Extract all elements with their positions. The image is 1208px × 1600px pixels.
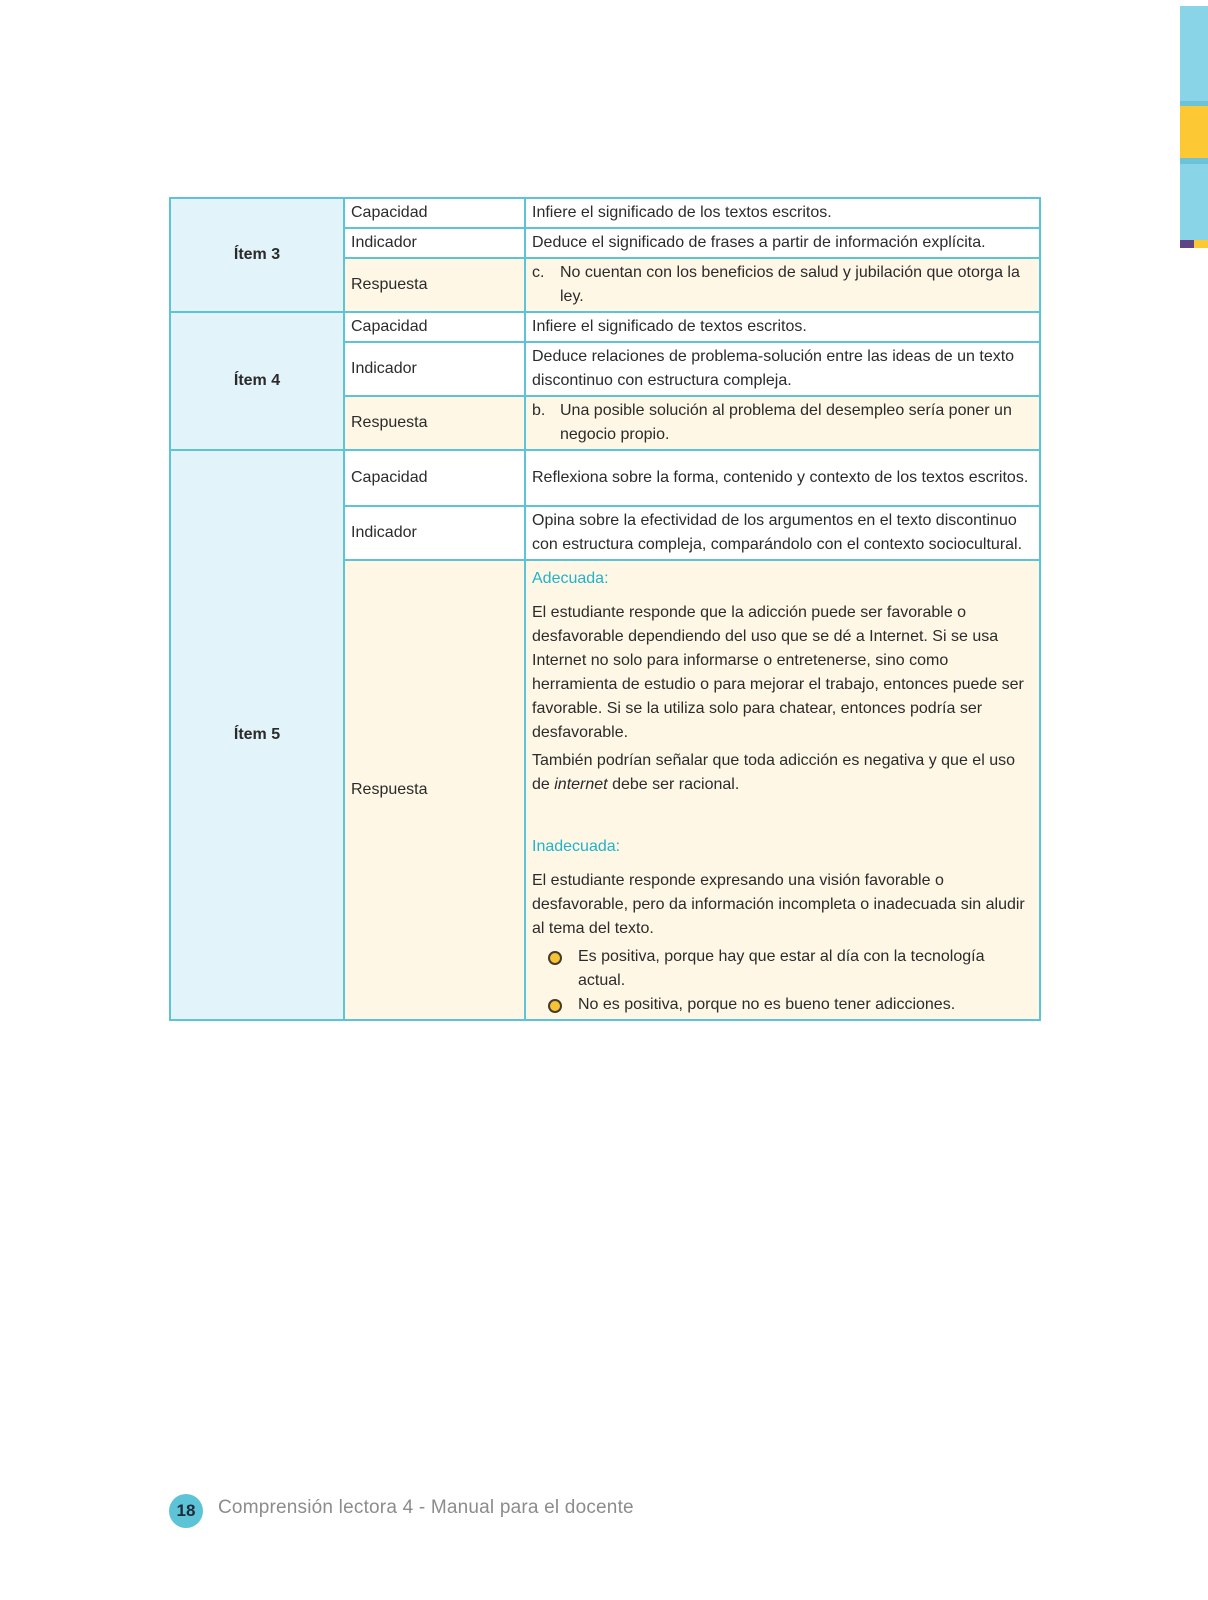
rubric-table — [169, 197, 1041, 1021]
bullet-circle-icon — [548, 951, 562, 965]
edge-tab-yellow — [1180, 106, 1208, 158]
adecuada-heading: Adecuada: — [532, 570, 609, 587]
bullet-text: No es positiva, porque no es bueno tener adicciones. — [578, 996, 956, 1013]
respuesta-cell — [525, 258, 1040, 312]
edge-tab-blue-top — [1180, 6, 1208, 104]
bullet-circle-icon — [548, 999, 562, 1013]
respuesta-cell — [525, 396, 1040, 450]
table-row — [170, 312, 1040, 342]
respuesta-text: Una posible solución al problema del desempleo sería poner un negocio propio. — [560, 402, 1012, 443]
respuesta-label: Respuesta — [344, 258, 525, 312]
capacidad-label: Capacidad — [344, 312, 525, 342]
capacidad-label: Capacidad — [344, 450, 525, 506]
item-5-title: Ítem 5 — [170, 450, 344, 1020]
respuesta-label: Respuesta — [344, 560, 525, 1020]
capacidad-text: Infiere el significado de textos escritos. — [525, 312, 1040, 342]
adecuada-paragraph: El estudiante responde que la adicción puede ser favorable o desfavorable dependiendo del uso que se dé a Internet. Si se usa Internet no solo para informarse o entretenerse, sino como herramienta de estudio o para mejorar el trabajo, entonces puede ser favorable. Si se la utiliza solo para chatear, entonces podría ser desfavorable. — [532, 604, 1024, 741]
respuesta-cell — [525, 560, 1040, 1020]
respuesta-option-letter: c. — [532, 264, 545, 281]
adecuada-text-b: debe ser racional. — [607, 776, 740, 793]
respuesta-text: No cuentan con los beneficios de salud y jubilación que otorga la ley. — [560, 264, 1020, 305]
table-row — [170, 198, 1040, 228]
adecuada-paragraph-2 — [532, 749, 1033, 797]
page-number-badge: 18 — [169, 1494, 203, 1528]
capacidad-label: Capacidad — [344, 198, 525, 228]
item-3-title: Ítem 3 — [170, 198, 344, 312]
respuesta-option-letter: b. — [532, 402, 546, 419]
respuesta-label: Respuesta — [344, 396, 525, 450]
list-item — [532, 993, 1033, 1017]
item-4-title: Ítem 4 — [170, 312, 344, 450]
edge-tab-yellow-mark — [1194, 240, 1208, 248]
indicador-label: Indicador — [344, 506, 525, 560]
inadecuada-heading: Inadecuada: — [532, 838, 621, 855]
footer-title: Comprensión lectora 4 - Manual para el docente — [218, 1497, 634, 1518]
indicador-text: Deduce relaciones de problema-solución entre las ideas de un texto discontinuo con estructura compleja. — [525, 342, 1040, 396]
adecuada-text-em: internet — [554, 776, 608, 793]
edge-tab-purple-mark — [1180, 240, 1194, 248]
capacidad-text: Infiere el significado de los textos escritos. — [525, 198, 1040, 228]
table-row — [170, 450, 1040, 506]
adecuada-text-a: También podrían señalar que toda adicción es negativa y que el uso de — [532, 752, 1015, 793]
bullet-text: Es positiva, porque hay que estar al día con la tecnología actual. — [578, 948, 985, 989]
indicador-label: Indicador — [344, 342, 525, 396]
inadecuada-paragraph: El estudiante responde expresando una visión favorable o desfavorable, pero da información incompleta o inadecuada sin aludir al tema del texto. — [532, 872, 1025, 937]
indicador-label: Indicador — [344, 228, 525, 258]
edge-tab-blue-bottom — [1180, 164, 1208, 240]
indicador-text: Deduce el significado de frases a partir de información explícita. — [525, 228, 1040, 258]
indicador-text: Opina sobre la efectividad de los argumentos en el texto discontinuo con estructura compleja, comparándolo con el contexto sociocultural. — [525, 506, 1040, 560]
list-item — [532, 945, 1033, 993]
capacidad-text: Reflexiona sobre la forma, contenido y contexto de los textos escritos. — [525, 450, 1040, 506]
